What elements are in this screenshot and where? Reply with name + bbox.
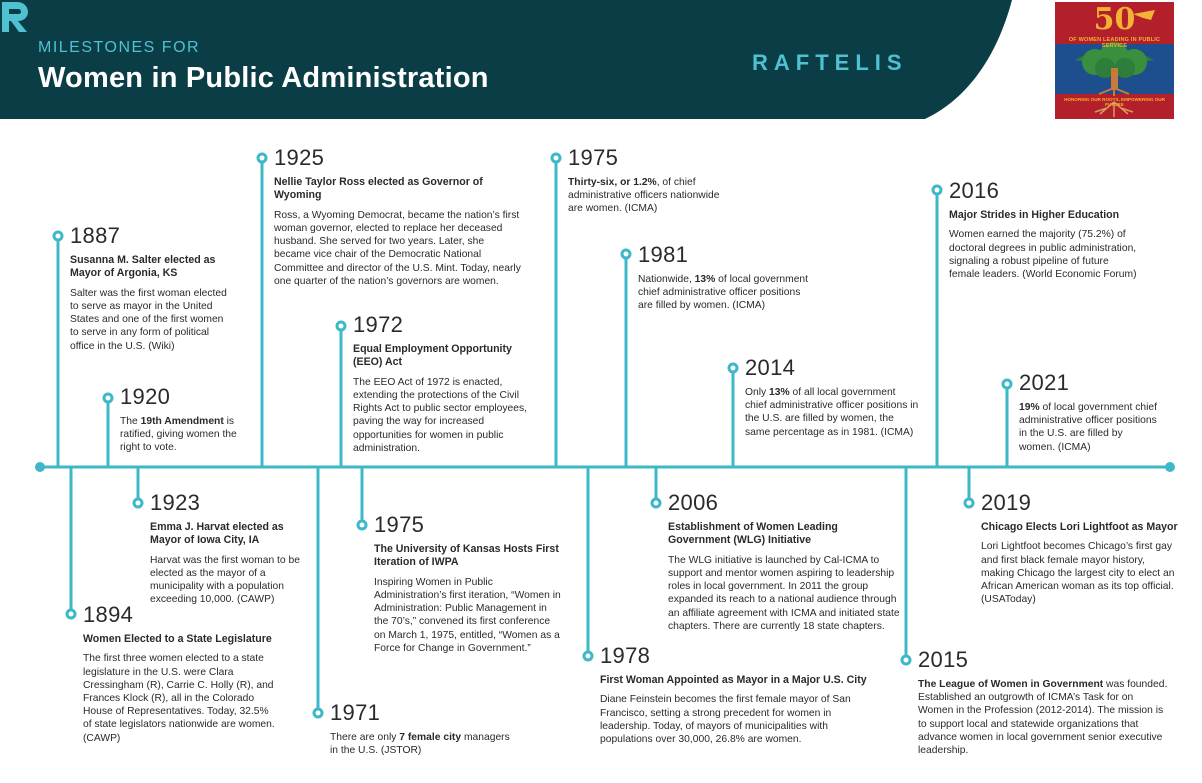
event-description: Inspiring Women in Public Administration’s first iteration, “Women in Administration: Public Management in the 70’s,” convened its first conference on March 1, 1975, entitled, “Women as a Force for Change in Government.” — [374, 576, 561, 654]
node-2014 — [729, 364, 737, 372]
event-year: 2014 — [745, 355, 796, 380]
event-description: 19% of local government chief administrative officer positions in the U.S. are filled by women. (ICMA) — [1019, 402, 1157, 453]
event-description: There are only 7 female city managers in the U.S. (JSTOR) — [330, 732, 510, 757]
event-1981 — [638, 244, 813, 313]
event-title: Nellie Taylor Ross elected as Governor of Wyoming — [274, 176, 483, 202]
event-1975a — [568, 147, 733, 216]
event-year: 1894 — [83, 602, 134, 627]
event-1971 — [330, 702, 510, 757]
event-description: The 19th Amendment is ratified, giving women the right to vote. — [120, 416, 237, 454]
node-2016 — [933, 186, 941, 194]
event-description: The League of Women in Government was founded. Established an outgrowth of ICMA’s Task for on Women in the Profession (2012-2014). The mission is to support local and statewide organizations that advance women in local government senior executive leadership. — [918, 679, 1168, 757]
event-year: 1975 — [568, 145, 619, 170]
event-1975b — [374, 514, 564, 655]
raftelis-logo-text: RAFTELIS — [752, 50, 908, 75]
event-title: First Woman Appointed as Mayor in a Major U.S. City — [600, 674, 867, 686]
event-description: The EEO Act of 1972 is enacted, extending the protections of the Civil Rights Act to public sector employees, paving the way for increased opportunities for women in public administration. — [353, 376, 527, 454]
event-title: Women Elected to a State Legislature — [83, 633, 272, 645]
event-title: The University of Kansas Hosts First Iteration of IWPA — [374, 543, 559, 569]
event-2015 — [918, 649, 1168, 757]
node-1981 — [622, 250, 630, 258]
page-title: Women in Public Administration — [38, 62, 489, 94]
event-description: Thirty-six, or 1.2%, of chief administrative officers nationwide are women. (ICMA) — [568, 177, 720, 215]
badge-top-text: OF WOMEN LEADING IN PUBLIC SERVICE — [1068, 37, 1161, 49]
node-2015 — [902, 656, 910, 664]
event-title: Chicago Elects Lori Lightfoot as Mayor — [981, 521, 1178, 533]
event-2019 — [981, 492, 1181, 606]
node-1894 — [67, 610, 75, 618]
axis-end-dot — [1165, 462, 1175, 472]
node-1971 — [314, 709, 322, 717]
event-1920 — [120, 386, 250, 455]
event-2021 — [1019, 372, 1159, 454]
event-description: The WLG initiative is launched by Cal-ICMA to support and mentor women aspiring to leadership roles in local government. In 2011 the group expanded its reach to a national audience through an affiliate agreement with ICMA and initiated state chapters. There are currently 18 state chapters. — [668, 554, 900, 632]
node-1887 — [54, 232, 62, 240]
event-year: 2019 — [981, 490, 1032, 515]
node-1975b — [358, 521, 366, 529]
event-year: 1975 — [374, 512, 425, 537]
event-year: 1981 — [638, 242, 689, 267]
event-description: Diane Feinstein becomes the first female mayor of San Francisco, setting a strong precedent for women in leadership. Today, of mayors of municipalities with populations over 30,000, 26.8% are women. — [600, 694, 851, 746]
header-supertitle: MILESTONES FOR — [38, 39, 201, 56]
node-1923 — [134, 499, 142, 507]
event-1894 — [83, 604, 278, 745]
event-1972 — [353, 314, 528, 455]
event-year: 1887 — [70, 223, 121, 248]
event-year: 1920 — [120, 384, 171, 409]
event-2006 — [668, 492, 903, 633]
event-1887 — [70, 225, 230, 353]
node-1925 — [258, 154, 266, 162]
event-2014 — [745, 357, 920, 439]
badge-number: 50 — [1093, 2, 1136, 37]
node-1975a — [552, 154, 560, 162]
event-description: The first three women elected to a state legislature in the U.S. were Clara Cressingham (R), Carrie C. Holly (R), and Frances Klock (R), all in the Colorado House of Representatives. Today, 32.5% of state legislators nationwide are women. (CAWP) — [83, 653, 275, 744]
event-title: Equal Employment Opportunity (EEO) Act — [353, 343, 512, 369]
event-description: Harvat was the first woman to be elected as the mayor of a municipality with a population exceeding 10,000. (CAWP) — [150, 554, 300, 606]
event-title: Major Strides in Higher Education — [949, 209, 1120, 221]
event-description: Lori Lightfoot becomes Chicago’s first gay and first black female mayor history, making Chicago the largest city to elect an African American woman as its top official. (USAToday) — [981, 541, 1175, 606]
node-2019 — [965, 499, 973, 507]
axis-start-dot — [35, 462, 45, 472]
node-2021 — [1003, 380, 1011, 388]
event-year: 1925 — [274, 145, 325, 170]
event-1923 — [150, 492, 315, 607]
event-title: Establishment of Women Leading Government (WLG) Initiative — [668, 521, 838, 547]
event-year: 2021 — [1019, 370, 1070, 395]
event-description: Nationwide, 13% of local government chief administrative officer positions are filled by women. (ICMA) — [638, 274, 809, 312]
node-1920 — [104, 394, 112, 402]
node-2006 — [652, 499, 660, 507]
event-year: 1971 — [330, 700, 381, 725]
badge-bottom-text: HONORING OUR ROOTS, EMPOWERING OUR FUTURE — [1064, 97, 1165, 107]
node-1978 — [584, 652, 592, 660]
event-title: Emma J. Harvat elected as Mayor of Iowa City, IA — [150, 521, 284, 547]
node-1972 — [337, 322, 345, 330]
event-year: 1978 — [600, 643, 651, 668]
event-year: 1923 — [150, 490, 201, 515]
event-year: 2006 — [668, 490, 719, 515]
event-description: Salter was the first woman elected to serve as mayor in the United States and one of the first women to serve in any form of political office in the U.S. (Wiki) — [70, 287, 227, 352]
event-description: Ross, a Wyoming Democrat, became the nation’s first woman governor, elected to replace her deceased husband. She served for two years. Later, she became vice chair of the Democratic National Committee and director of the U.S. Mint. Today, nearly one quarter of the nation’s governors are women. — [274, 209, 521, 287]
event-title: Susanna M. Salter elected as Mayor of Argonia, KS — [70, 254, 216, 280]
event-1925 — [274, 147, 522, 288]
event-year: 2016 — [949, 178, 1000, 203]
event-2016 — [949, 180, 1139, 281]
event-description: Only 13% of all local government chief administrative officer positions in the U.S. are filled by women, the same percentage as in 1981. (ICMA) — [745, 387, 919, 438]
event-1978 — [600, 645, 880, 746]
event-year: 2015 — [918, 647, 969, 672]
event-year: 1972 — [353, 312, 404, 337]
event-description: Women earned the majority (75.2%) of doctoral degrees in public administration, signaling a robust pipeline of future female leaders. (World Economic Forum) — [949, 229, 1137, 281]
